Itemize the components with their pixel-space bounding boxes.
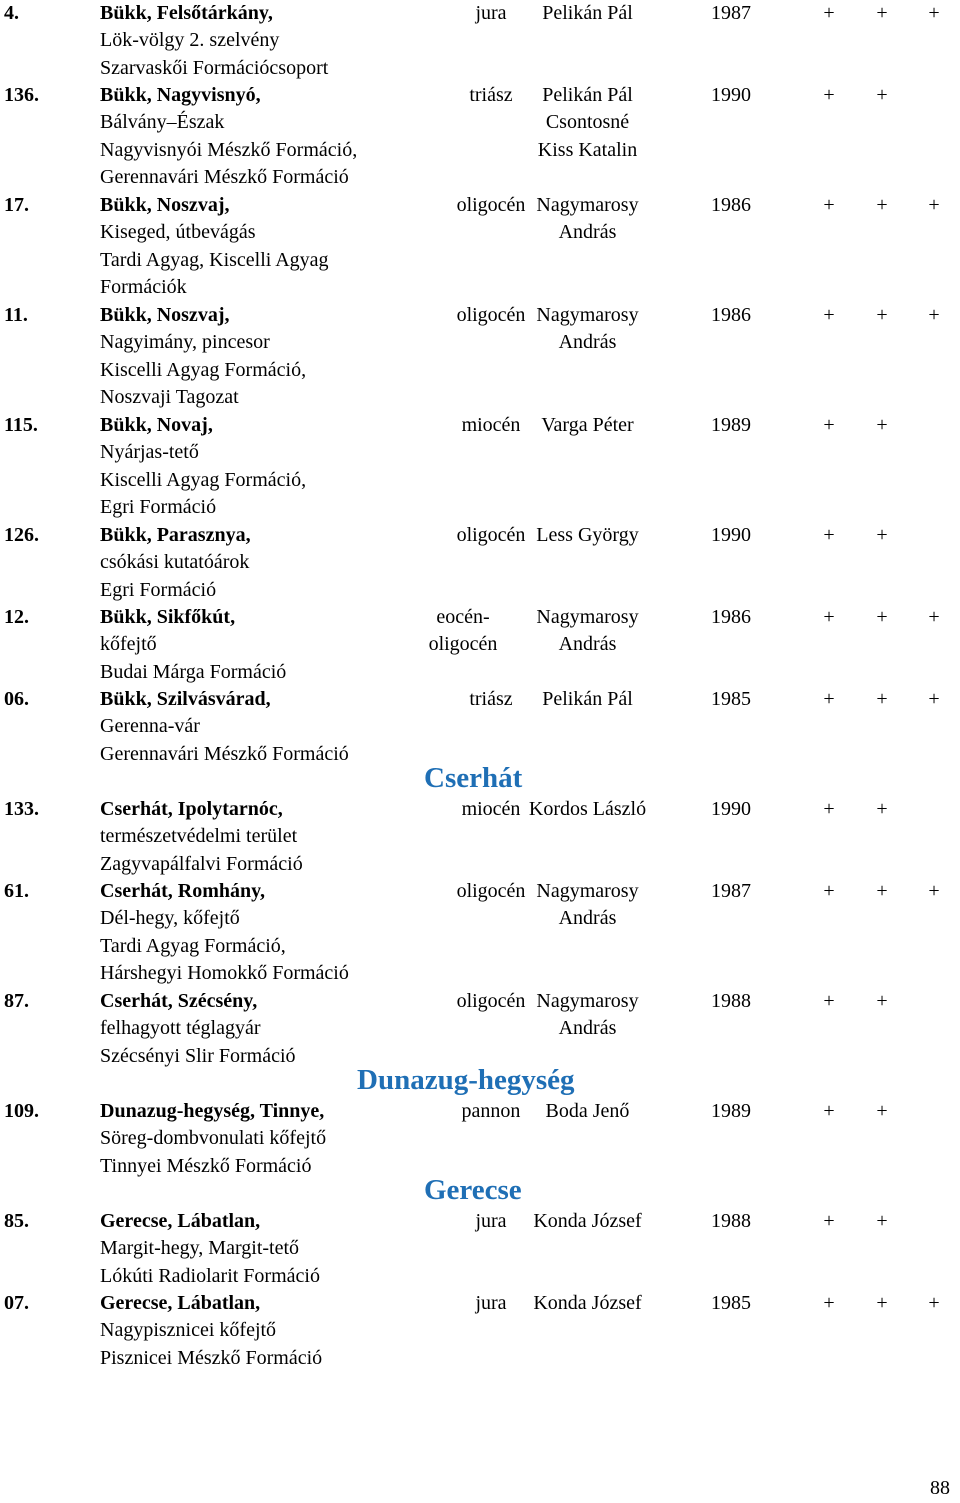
entry-number: 136. [4,84,39,106]
collector-name: András [558,907,617,930]
locality-detail [100,109,224,136]
locality-detail [100,164,349,191]
plus-mark: + [876,606,888,628]
collection-year: 1987 [711,880,751,902]
locality-detail [100,357,306,384]
collector-name: Pelikán Pál [542,688,633,710]
locality-text: Gerennavári Mészkő Formáció [100,166,349,189]
locality-detail [100,1317,276,1344]
locality-detail [100,933,286,960]
locality-text: Margit-hegy, Margit-tető [100,1237,300,1260]
plus-mark: + [928,688,940,710]
locality-text: Gerecse, Lábatlan, [100,1292,261,1314]
locality-name [100,988,257,1015]
locality-text: kőfejtő [100,633,157,656]
locality-text: Bükk, Felsőtárkány, [100,2,273,24]
locality-text: Nagyimány, pincesor [100,331,270,354]
collection-year: 1990 [711,84,751,106]
collector-name: Kordos László [528,798,647,820]
locality-detail [100,467,306,494]
plus-mark: + [823,1292,835,1314]
locality-text: Cserhát, Ipolytarnóc, [100,798,283,820]
plus-mark: + [876,414,888,436]
section-heading: Dunazug-hegység [357,1064,575,1096]
locality-detail [100,1043,296,1070]
collector-name: Less György [536,524,639,546]
locality-detail [100,384,239,411]
locality-text: Cserhát, Romhány, [100,880,266,902]
plus-mark: + [823,2,835,24]
collection-year: 1990 [711,798,751,820]
collection-year: 1986 [711,194,751,216]
plus-mark: + [823,194,835,216]
geologic-age: oligocén [428,633,498,656]
collector-name: Nagymarosy [536,880,639,902]
entry-number: 11. [4,304,28,326]
entry-number: 87. [4,990,29,1012]
locality-detail [100,27,279,54]
entry-number: 115. [4,414,38,436]
locality-text: Tardi Agyag Formáció, [100,934,286,957]
locality-name [100,412,213,439]
locality-detail [100,1235,299,1262]
geologic-age: jura [475,1292,507,1314]
locality-detail [100,960,349,987]
geologic-age: pannon [461,1100,521,1122]
plus-mark: + [876,688,888,710]
collection-year: 1986 [711,304,751,326]
locality-detail [100,439,199,466]
plus-mark: + [876,1100,888,1122]
locality-detail [100,549,249,576]
plus-mark: + [876,84,888,106]
locality-text: Zagyvapálfalvi Formáció [100,852,303,875]
locality-detail [100,577,216,604]
plus-mark: + [823,524,835,546]
geologic-age: triász [469,688,513,710]
locality-text: Söreg-dombvonulati kőfejtő [100,1127,327,1150]
collector-name: Konda József [533,1292,642,1314]
plus-mark: + [876,880,888,902]
locality-detail [100,713,200,740]
collector-name: Pelikán Pál [542,2,633,24]
locality-detail [100,1125,326,1152]
entry-number: 126. [4,524,39,546]
collection-year: 1988 [711,1210,751,1232]
plus-mark: + [876,1292,888,1314]
plus-mark: + [876,524,888,546]
locality-detail [100,494,216,521]
collector-name: András [558,633,617,656]
geologic-age: jura [475,1210,507,1232]
locality-name [100,604,235,631]
geologic-age: triász [469,84,513,106]
locality-name [100,878,265,905]
locality-text: Kiscelli Agyag Formáció, [100,468,307,491]
entry-number: 109. [4,1100,39,1122]
locality-text: Gerenna-vár [100,715,200,738]
collector-name: Nagymarosy [536,606,639,628]
locality-name [100,686,271,713]
locality-text: Szécsényi Slir Formáció [100,1044,296,1067]
geologic-age: eocén- [436,606,490,628]
geologic-age: miocén [461,798,521,820]
locality-text: Nyárjas-tető [100,441,199,464]
collector-name: Konda József [533,1210,642,1232]
geologic-age: jura [475,2,507,24]
collector-name: Varga Péter [541,414,634,436]
entry-number: 07. [4,1292,29,1314]
locality-detail [100,329,270,356]
plus-mark: + [823,990,835,1012]
locality-detail [100,823,297,850]
entry-number: 17. [4,194,29,216]
plus-mark: + [876,194,888,216]
locality-detail [100,659,286,686]
entry-number: 133. [4,798,39,820]
plus-mark: + [928,880,940,902]
plus-mark: + [823,1100,835,1122]
collection-year: 1985 [711,688,751,710]
section-heading: Cserhát [424,762,523,794]
locality-text: Bükk, Sikfőkút, [100,606,236,628]
locality-detail [100,137,357,164]
geologic-age: oligocén [456,304,526,326]
locality-name [100,0,273,27]
geologic-age: oligocén [456,880,526,902]
collector-name: András [558,1017,617,1040]
collector-name: Nagymarosy [536,990,639,1012]
collector-name: Nagymarosy [536,304,639,326]
locality-name [100,302,229,329]
collection-year: 1989 [711,414,751,436]
locality-detail [100,55,328,82]
plus-mark: + [928,606,940,628]
locality-detail [100,1345,322,1372]
collector-name: Nagymarosy [536,194,639,216]
plus-mark: + [823,414,835,436]
plus-mark: + [876,798,888,820]
locality-text: felhagyott téglagyár [100,1017,261,1040]
locality-text: Tinnyei Mészkő Formáció [100,1154,312,1177]
collector-name: András [558,221,617,244]
locality-text: Tardi Agyag, Kiscelli Agyag [100,248,329,271]
page-number: 88 [930,1477,950,1499]
entry-number: 85. [4,1210,29,1232]
collection-year: 1988 [711,990,751,1012]
plus-mark: + [928,304,940,326]
collection-year: 1986 [711,606,751,628]
locality-text: Nagypisznicei kőfejtő [100,1319,277,1342]
plus-mark: + [823,84,835,106]
locality-text: Egri Formáció [100,496,217,519]
locality-text: Formációk [100,276,187,299]
locality-text: Bükk, Parasznya, [100,524,251,546]
locality-detail [100,219,256,246]
collector-name: Pelikán Pál [542,84,633,106]
locality-detail [100,631,157,658]
geologic-age: miocén [461,414,521,436]
locality-text: Kiscelli Agyag Formáció, [100,358,307,381]
locality-text: Hárshegyi Homokkő Formáció [100,962,349,985]
locality-text: Pisznicei Mészkő Formáció [100,1346,323,1369]
locality-text: Bükk, Noszvaj, [100,194,230,216]
entry-number: 06. [4,688,29,710]
locality-name [100,1290,260,1317]
collector-name: András [558,331,617,354]
plus-mark: + [823,304,835,326]
locality-text: Kiseged, útbevágás [100,221,256,244]
locality-text: Lök-völgy 2. szelvény [100,29,280,52]
locality-text: Dél-hegy, kőfejtő [100,907,240,930]
locality-name [100,1098,324,1125]
collection-year: 1987 [711,2,751,24]
locality-text: természetvédelmi terület [100,825,298,848]
collector-name: Boda Jenő [545,1100,630,1122]
entry-number: 12. [4,606,29,628]
locality-text: Gerecse, Lábatlan, [100,1210,261,1232]
locality-name [100,82,261,109]
locality-detail [100,851,303,878]
plus-mark: + [928,1292,940,1314]
locality-text: Bükk, Noszvaj, [100,304,230,326]
plus-mark: + [876,2,888,24]
plus-mark: + [823,688,835,710]
plus-mark: + [876,990,888,1012]
locality-text: Bükk, Nagyvisnyó, [100,84,261,106]
locality-detail [100,1015,261,1042]
locality-text: Gerennavári Mészkő Formáció [100,742,349,765]
entry-number: 61. [4,880,29,902]
locality-text: Budai Márga Formáció [100,660,287,683]
locality-detail [100,905,240,932]
locality-text: csókási kutatóárok [100,551,250,574]
locality-text: Nagyvisnyói Mészkő Formáció, [100,138,358,161]
plus-mark: + [823,880,835,902]
locality-name [100,522,251,549]
plus-mark: + [823,606,835,628]
locality-text: Bálvány–Észak [100,111,225,134]
locality-detail [100,247,329,274]
plus-mark: + [928,2,940,24]
locality-detail [100,1153,311,1180]
collector-name: Kiss Katalin [537,138,638,161]
locality-text: Bükk, Novaj, [100,414,213,436]
collector-name: Csontosné [545,111,630,134]
entry-number: 4. [4,2,19,24]
geologic-age: oligocén [456,194,526,216]
plus-mark: + [876,304,888,326]
collection-year: 1990 [711,524,751,546]
locality-name [100,192,229,219]
section-heading: Gerecse [424,1174,522,1206]
locality-text: Cserhát, Szécsény, [100,990,258,1012]
locality-text: Egri Formáció [100,578,217,601]
plus-mark: + [823,798,835,820]
locality-name [100,1208,260,1235]
locality-text: Noszvaji Tagozat [100,386,239,409]
plus-mark: + [928,194,940,216]
collection-year: 1985 [711,1292,751,1314]
plus-mark: + [876,1210,888,1232]
geologic-age: oligocén [456,524,526,546]
geologic-age: oligocén [456,990,526,1012]
locality-detail [100,1263,320,1290]
locality-text: Szarvaskői Formációcsoport [100,56,329,79]
collection-year: 1989 [711,1100,751,1122]
locality-detail [100,741,349,768]
locality-detail [100,274,187,301]
locality-text: Lókúti Radiolarit Formáció [100,1264,320,1287]
locality-name [100,796,283,823]
locality-text: Dunazug-hegység, Tinnye, [100,1100,325,1122]
plus-mark: + [823,1210,835,1232]
locality-text: Bükk, Szilvásvárad, [100,688,271,710]
